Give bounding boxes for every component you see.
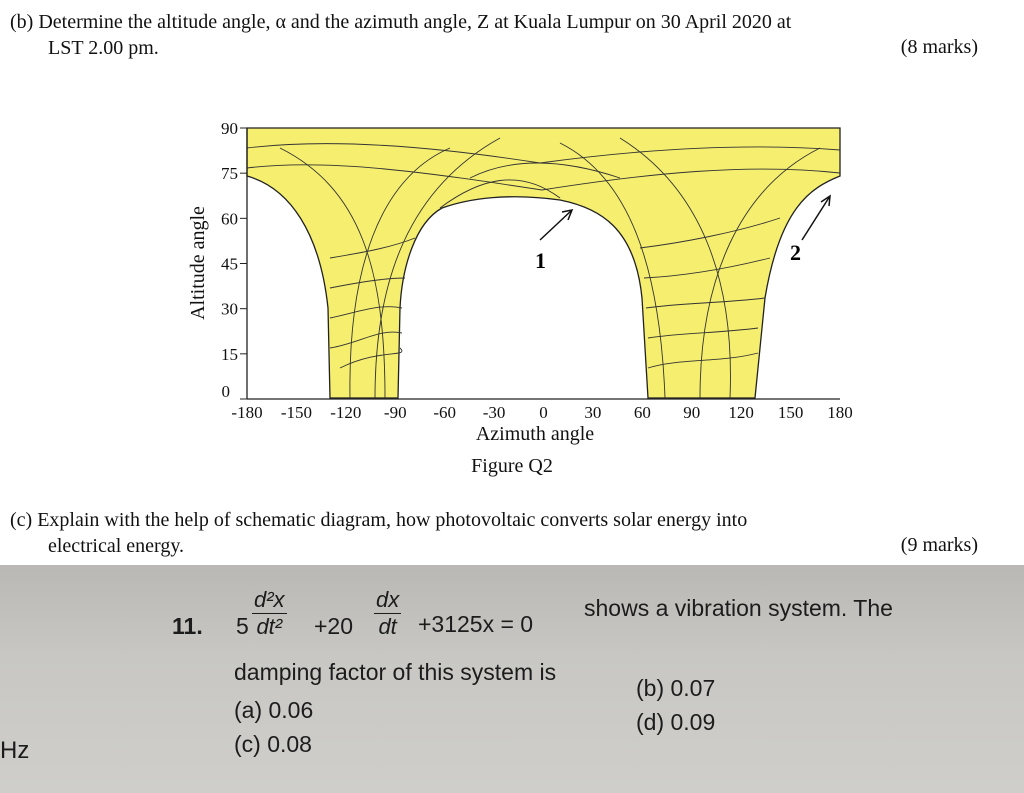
y-tick-label: 75 <box>221 164 238 184</box>
q11-coef-1: 5 <box>236 613 249 639</box>
y-ticks <box>221 119 247 401</box>
part-c-line1: (c) Explain with the help of schematic diagram, how photovoltaic converts solar energy into <box>10 509 748 531</box>
y-tick-label: 90 <box>221 119 238 138</box>
x-tick-label: 30 <box>584 403 602 422</box>
x-tick-label: -30 <box>482 403 506 422</box>
x-tick-label: 60 <box>633 403 651 422</box>
q11-den-1: dt² <box>256 614 283 639</box>
y-axis-label: Altitude angle <box>187 206 209 320</box>
x-tick-label: -120 <box>330 403 362 422</box>
q11-option-d: (d) 0.09 <box>636 709 716 735</box>
q11-den-2: dt <box>378 614 397 639</box>
y-tick-label: 45 <box>221 254 238 274</box>
q11-option-a: (a) 0.06 <box>234 697 314 723</box>
marker-1: 1 <box>535 248 546 273</box>
part-c-line2: electrical energy. <box>48 535 185 557</box>
q11-text-line2: damping factor of this system is <box>234 659 557 685</box>
part-b-marks: (8 marks) <box>900 36 978 58</box>
figure-caption: Figure Q2 <box>471 455 553 477</box>
q11-equation-rest: +3125x = 0 <box>418 611 534 637</box>
x-ticks <box>231 403 852 422</box>
question-11-photo <box>0 565 1024 793</box>
part-b-line2: LST 2.00 pm. <box>48 37 159 59</box>
x-tick-label: 0 <box>539 403 548 422</box>
x-tick-label: 120 <box>728 403 754 422</box>
part-c-marks: (9 marks) <box>900 534 978 556</box>
q11-fraction-2 <box>374 587 401 640</box>
marker-2: 2 <box>790 240 801 265</box>
q11-num-1: d²x <box>254 587 285 612</box>
x-tick-label: 90 <box>683 403 701 422</box>
y-tick-label: 30 <box>221 299 238 319</box>
q11-num-2: dx <box>376 587 400 612</box>
part-b-line1: (b) Determine the altitude angle, α and the azimuth angle, Z at Kuala Lumpur on 30 April 2020 at <box>10 11 792 33</box>
sun-path-figure <box>180 118 870 448</box>
q11-number: 11. <box>172 613 203 639</box>
q11-text-line1: shows a vibration system. The <box>584 595 893 621</box>
x-tick-label: 150 <box>777 403 804 422</box>
x-tick-label: -180 <box>231 403 263 422</box>
x-tick-label: -60 <box>433 403 457 422</box>
q11-fraction-1 <box>252 587 287 640</box>
q11-option-c: (c) 0.08 <box>234 731 312 757</box>
y-tick-label: 15 <box>221 344 238 364</box>
q11-option-b: (b) 0.07 <box>636 675 716 701</box>
y-tick-label: 0 <box>221 382 230 401</box>
y-tick-label: 60 <box>221 209 238 229</box>
q11-margin-text: Hz <box>0 737 30 764</box>
x-axis-label: Azimuth angle <box>475 423 595 445</box>
x-tick-label: 180 <box>827 403 853 422</box>
x-tick-label: -90 <box>383 403 407 422</box>
q11-coef-2: +20 <box>314 613 354 639</box>
x-tick-label: -150 <box>280 403 313 422</box>
